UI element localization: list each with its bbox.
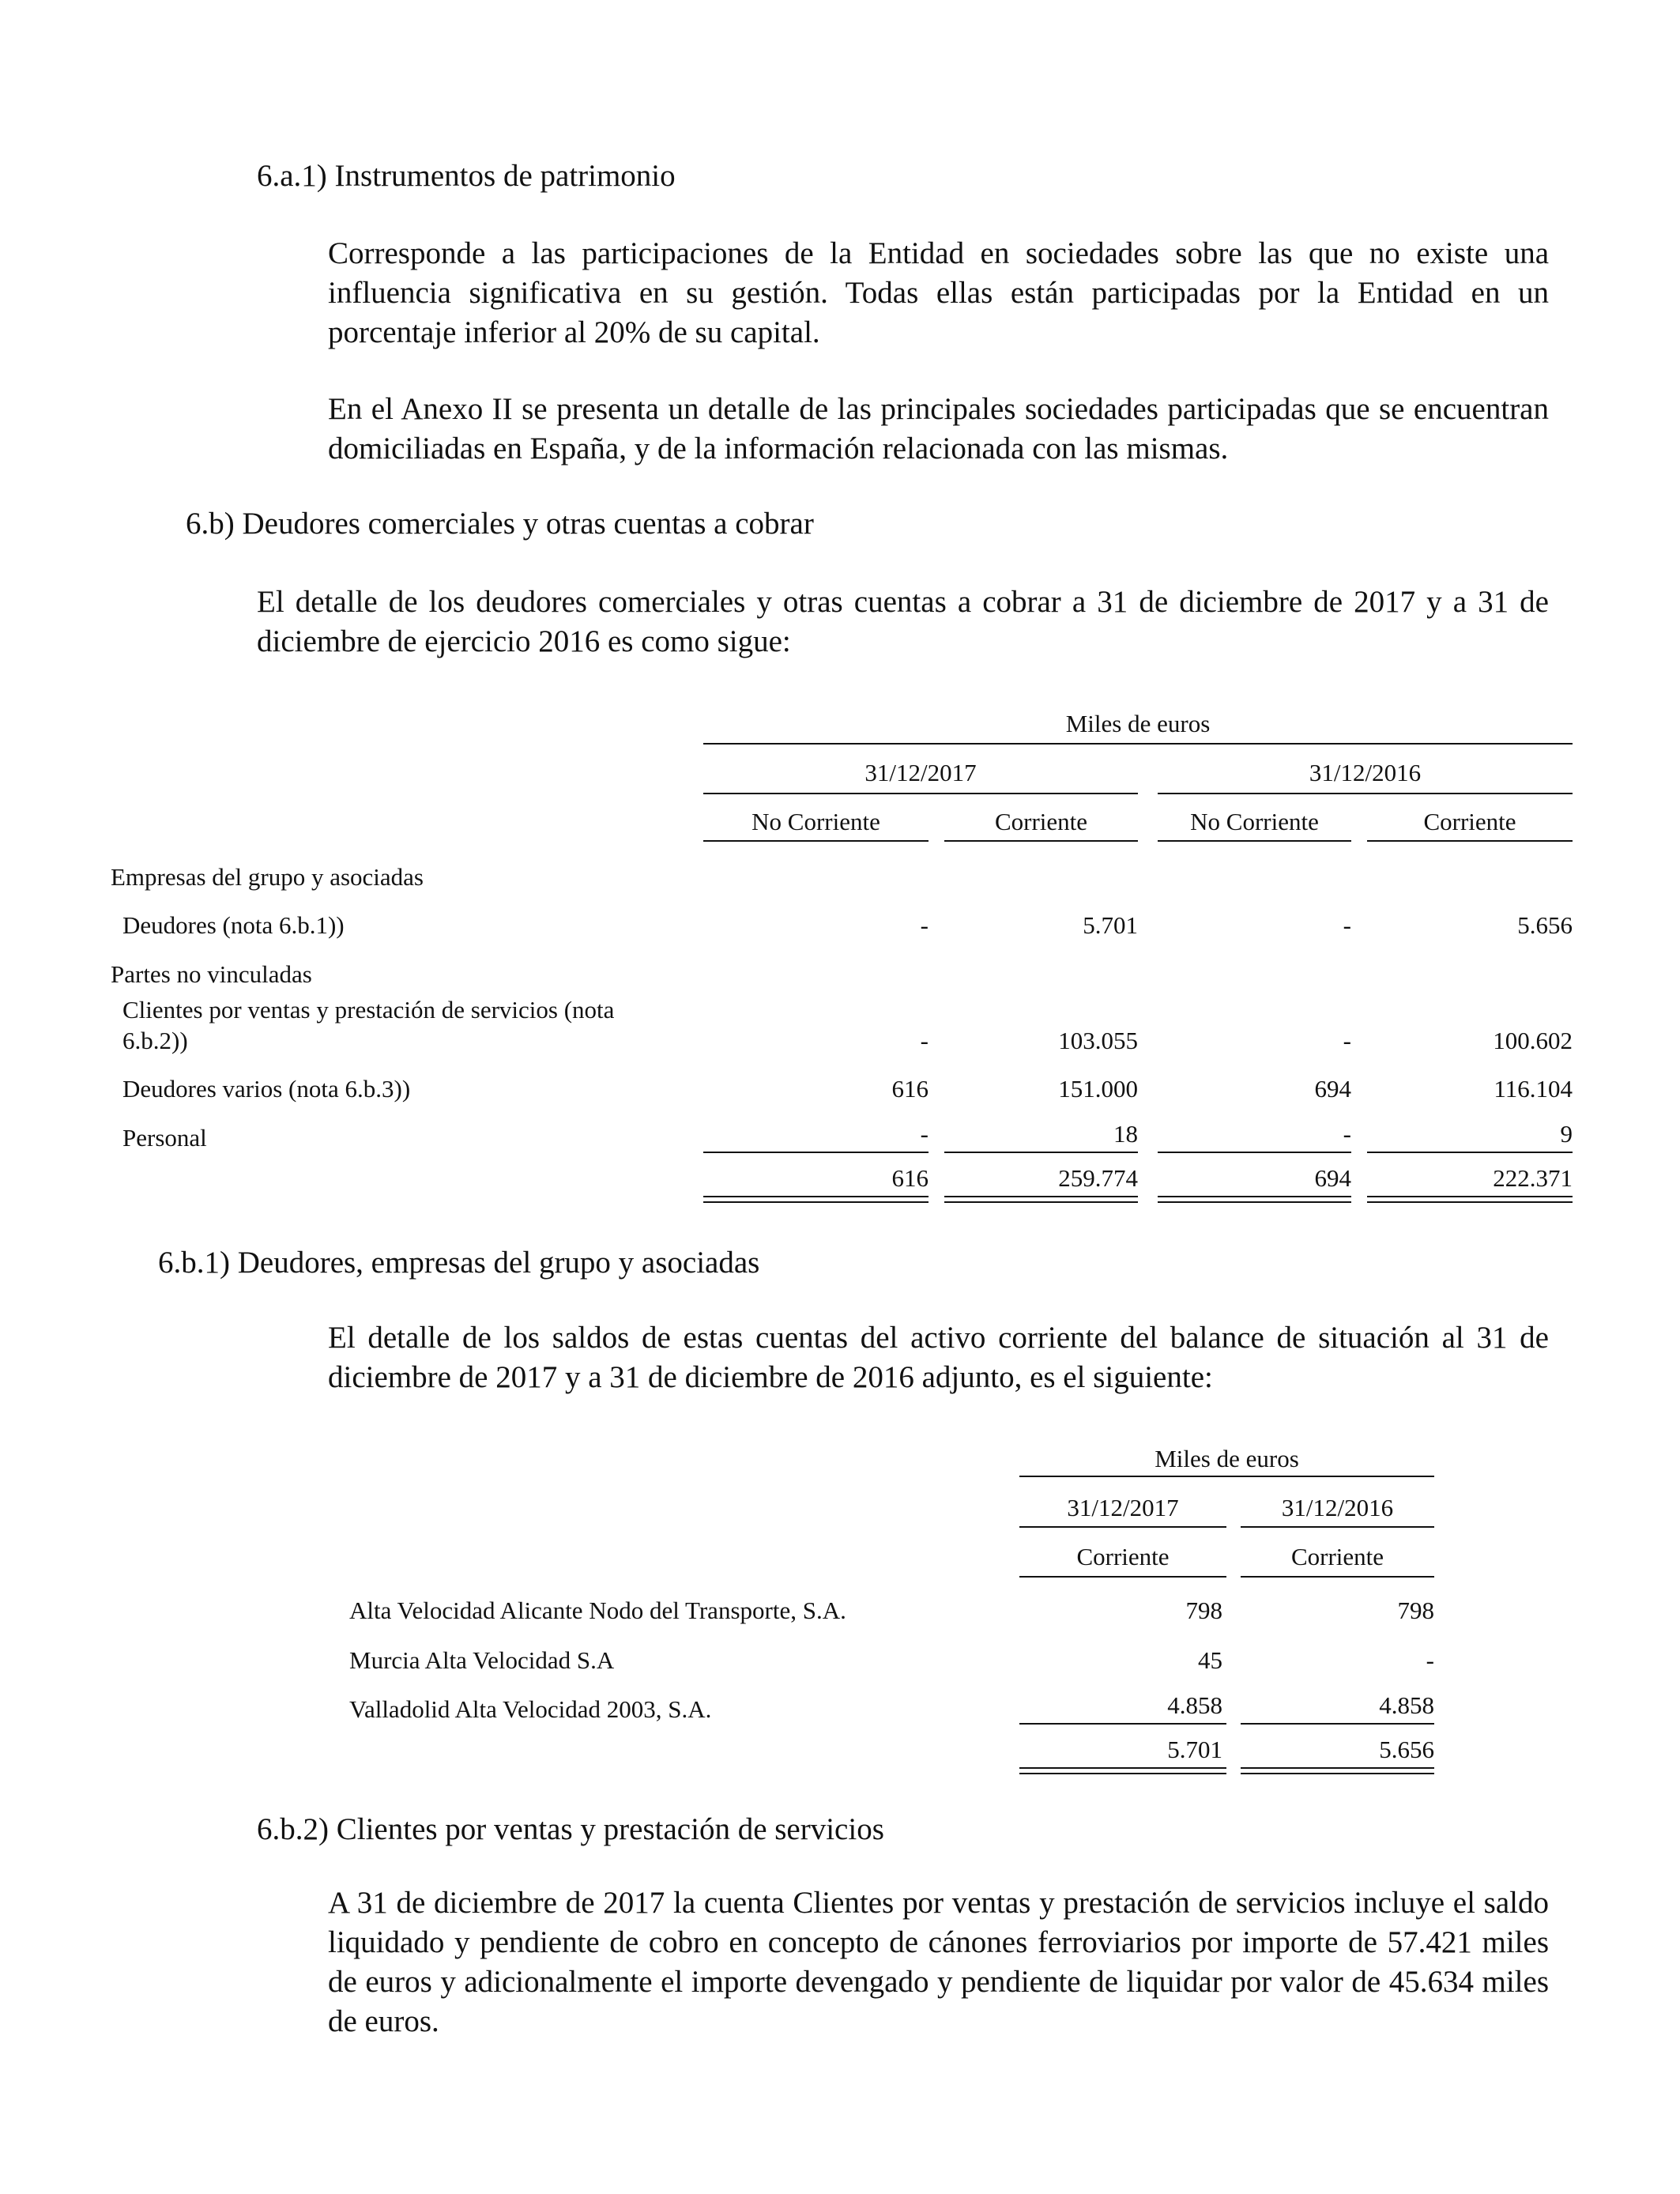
heading-6b1: 6.b.1) Deudores, empresas del grupo y asociadas (158, 1246, 760, 1280)
table2-total-double-rule (1241, 1767, 1434, 1774)
table1-total-double-rule (703, 1196, 929, 1203)
table1-col-corriente-2016: Corriente (1423, 808, 1516, 835)
table1-subtotal-rule (944, 1152, 1138, 1153)
table1-total-cell: 694 (1314, 1164, 1351, 1192)
table1-col-corriente-2017: Corriente (994, 808, 1088, 835)
table1-cell: - (1343, 1027, 1351, 1054)
table1-col-rule (1367, 840, 1573, 842)
heading-6a1: 6.a.1) Instrumentos de patrimonio (257, 159, 676, 193)
table1-row-label: Clientes por ventas y prestación de servicios (nota (122, 996, 615, 1023)
table2-subtotal-rule (1241, 1723, 1434, 1725)
table1-row-label-cont: 6.b.2)) (122, 1027, 188, 1054)
table1-cell: 694 (1314, 1075, 1351, 1103)
table2-col-rule (1241, 1576, 1434, 1578)
table2-row-label: Murcia Alta Velocidad S.A (349, 1646, 615, 1674)
table1-period-rule-2016 (1158, 793, 1573, 794)
table1-row-label: Deudores (nota 6.b.1)) (122, 911, 345, 939)
table2-cell: 4.858 (1379, 1691, 1434, 1719)
table1-cell: 5.701 (1083, 911, 1138, 939)
table1-unit-rule (703, 743, 1573, 745)
table2-col-rule (1019, 1576, 1226, 1578)
table2-unit-rule (1019, 1476, 1434, 1477)
table2-total-double-rule (1019, 1767, 1226, 1774)
heading-6b: 6.b) Deudores comerciales y otras cuentas a cobrar (186, 507, 814, 541)
table1-unit-header: Miles de euros (1065, 710, 1211, 737)
table1-cell: - (1343, 911, 1351, 939)
table1-total-cell: 222.371 (1493, 1164, 1573, 1192)
table1-period-rule-2017 (703, 793, 1138, 794)
paragraph-6a1-2: En el Anexo II se presenta un detalle de las principales sociedades participadas que se encuentran domiciliadas en España, y de la información relacionada con las mismas. (328, 392, 1549, 466)
table1-total-double-rule (1158, 1196, 1351, 1203)
table1-col-rule (944, 840, 1138, 842)
table1-period-2017: 31/12/2017 (864, 759, 977, 786)
table1-cell: 616 (891, 1075, 929, 1103)
table1-col-rule (1158, 840, 1351, 842)
table1-total-double-rule (944, 1196, 1138, 1203)
table2-period-2016: 31/12/2016 (1281, 1494, 1394, 1521)
table2-row-label: Alta Velocidad Alicante Nodo del Transporte, S.A. (349, 1596, 846, 1624)
paragraph-6b: El detalle de los deudores comerciales y otras cuentas a cobrar a 31 de diciembre de 2017 y a 31 de diciembre de ejercicio 2016 es como sigue: (257, 585, 1549, 658)
table1-cell: 116.104 (1494, 1075, 1573, 1103)
table1-cell: 18 (1113, 1120, 1138, 1148)
table1-total-cell: 616 (891, 1164, 929, 1192)
table2-period-2017: 31/12/2017 (1067, 1494, 1179, 1521)
table1-cell: 151.000 (1058, 1075, 1138, 1103)
table2-cell: 45 (1198, 1646, 1222, 1674)
table1-cell: 5.656 (1517, 911, 1573, 939)
table1-cell: - (920, 1120, 929, 1148)
heading-6b2: 6.b.2) Clientes por ventas y prestación de servicios (257, 1812, 884, 1846)
table1-col-rule (703, 840, 929, 842)
table1-col-no-corriente-2017: No Corriente (751, 808, 880, 835)
table1-group-partes: Partes no vinculadas (111, 960, 312, 988)
table1-row-label: Personal (122, 1124, 207, 1152)
table1-cell: 9 (1560, 1120, 1573, 1148)
table1-cell: - (920, 911, 929, 939)
table2-col-corriente-2017: Corriente (1076, 1543, 1170, 1570)
table1-cell: 100.602 (1493, 1027, 1573, 1054)
table2-period-rule (1241, 1526, 1434, 1528)
paragraph-6b2: A 31 de diciembre de 2017 la cuenta Clientes por ventas y prestación de servicios incluye el saldo liquidado y pendiente de cobro en concepto de cánones ferroviarios por importe de 57.421 miles de euros y adicionalmente el importe devengado y pendiente de liquidar por valor de 45.634 miles de euros. (328, 1886, 1549, 2038)
table1-subtotal-rule (1367, 1152, 1573, 1153)
table2-unit-header: Miles de euros (1155, 1445, 1299, 1472)
table1-total-double-rule (1367, 1196, 1573, 1203)
paragraph-6b1: El detalle de los saldos de estas cuentas del activo corriente del balance de situación al 31 de diciembre de 2017 y a 31 de diciembre de 2016 adjunto, es el siguiente: (328, 1321, 1549, 1394)
table2-total-cell: 5.701 (1167, 1736, 1222, 1763)
table2-subtotal-rule (1019, 1723, 1226, 1725)
table2-col-corriente-2016: Corriente (1290, 1543, 1384, 1570)
table1-subtotal-rule (703, 1152, 929, 1153)
table1-col-no-corriente-2016: No Corriente (1190, 808, 1319, 835)
table1-period-2016: 31/12/2016 (1309, 759, 1422, 786)
table1-total-cell: 259.774 (1058, 1164, 1138, 1192)
table1-cell: 103.055 (1058, 1027, 1138, 1054)
table1-cell: - (1343, 1120, 1351, 1148)
table1-cell: - (920, 1027, 929, 1054)
table2-row-label: Valladolid Alta Velocidad 2003, S.A. (349, 1695, 712, 1723)
table2-total-cell: 5.656 (1379, 1736, 1434, 1763)
table2-cell: 798 (1185, 1596, 1222, 1624)
table1-row-label: Deudores varios (nota 6.b.3)) (122, 1075, 411, 1103)
paragraph-6a1-1: Corresponde a las participaciones de la Entidad en sociedades sobre las que no existe una influencia significativa en su gestión. Todas ellas están participadas por la Entidad en un porcentaje inferior al 20% de su capital. (328, 236, 1549, 349)
table1-subtotal-rule (1158, 1152, 1351, 1153)
table2-cell: 798 (1397, 1596, 1434, 1624)
table2-cell: 4.858 (1167, 1691, 1222, 1719)
table1-group-empresas: Empresas del grupo y asociadas (111, 863, 424, 891)
table2-cell: - (1426, 1646, 1434, 1674)
table2-period-rule (1019, 1526, 1226, 1528)
